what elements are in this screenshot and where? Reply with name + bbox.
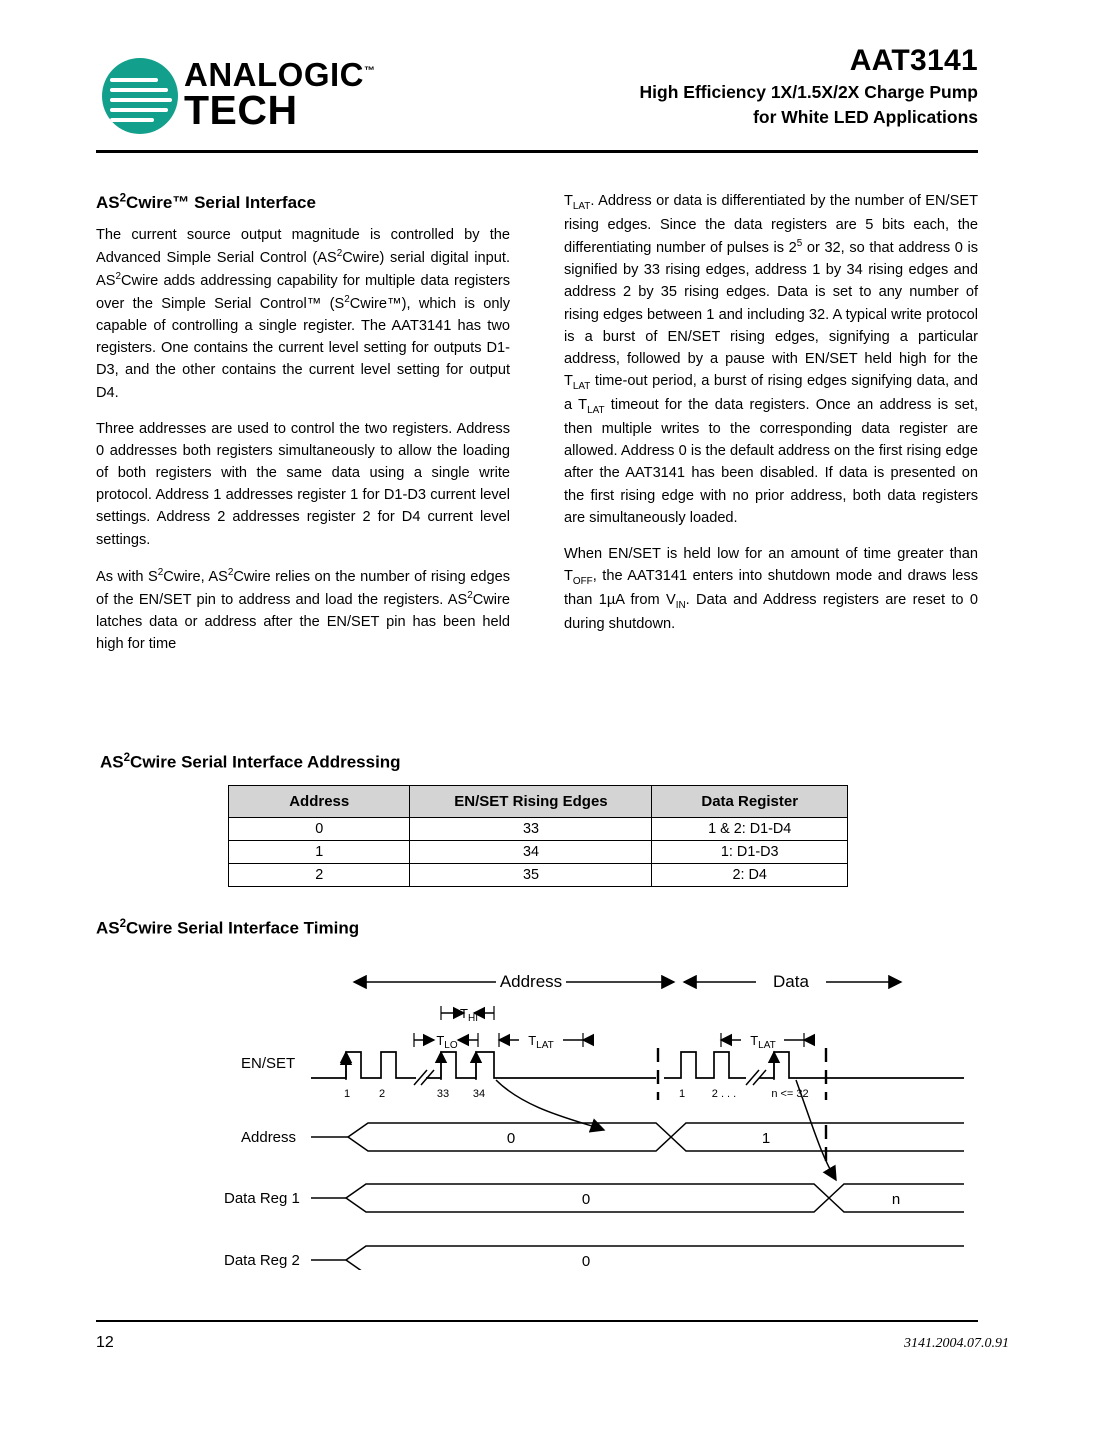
section-heading-as2cwire: $AS^2Cwire™$ Serial Interface — [96, 192, 316, 212]
addressing-table-wrapper — [228, 785, 848, 887]
signal-label-address: Address — [241, 1129, 297, 1146]
column-header-rising-edges: EN/SET Rising Edges — [410, 786, 652, 818]
header-subtitle-line2: for White LED Applications — [753, 107, 978, 128]
logo-mark-icon — [102, 58, 178, 134]
pulse-label-n: n <= 32 — [771, 1088, 809, 1100]
logo-tech-text: TECH — [184, 87, 298, 134]
right-text-column — [564, 190, 978, 649]
page-number: 12 — [96, 1334, 114, 1351]
cell-address: 2 — [229, 864, 410, 887]
signal-label-datareg2: Data Reg 2 — [224, 1252, 300, 1269]
datareg1-value: 0 — [581, 1191, 591, 1208]
address-value-left: 0 — [506, 1130, 516, 1147]
addressing-section-heading: $AS^2Cwire$ Serial Interface Addressing — [100, 752, 401, 772]
header-subtitle-line1: High Efficiency 1X/1.5X/2X Charge Pump — [639, 81, 978, 102]
part-number: AAT3141 — [849, 44, 978, 77]
column-header-data-register: Data Register — [652, 786, 848, 818]
addressing-table — [228, 785, 848, 887]
pulse-label-33: 33 — [436, 1088, 450, 1100]
span-label-address: Address — [499, 972, 563, 991]
paragraph-2: Three addresses are used to control the two registers. Address 0 addresses both registers simultaneously to allow the loading of both registers with the same data using a single write protocol. Address 1 addresses register 1 for D1-D3 current level settings. Address 2 addresses register 2 for D4 current level settings. — [96, 420, 510, 548]
logo-wordmark — [184, 56, 376, 134]
page-header — [96, 44, 978, 144]
label-t-lat-left: $T_{LAT}$ — [528, 1033, 554, 1051]
timing-section-heading: $AS^2Cwire$ Serial Interface Timing — [96, 918, 360, 938]
timing-diagram — [96, 940, 978, 1270]
pulse-label-r2: 2 . . . — [711, 1088, 737, 1100]
label-t-lat-right: $T_{LAT}$ — [750, 1033, 776, 1051]
cell-edges: 33 — [410, 818, 652, 841]
header-divider — [96, 150, 978, 153]
paragraph-3: As with $S^2Cwire$, $AS^2Cwire$ relies on the number of rising edges of the EN/SET pin to address and load the registers. $AS^2Cwire$ latches data or address after the EN/SET pin has been held high for time — [96, 566, 510, 653]
table-row — [229, 841, 848, 864]
cell-register: 2: D4 — [652, 864, 848, 887]
paragraph-5: When EN/SET is held low for an amount of time greater than $T_{OFF}$, the AAT3141 enters into shutdown mode and draws less than 1µA from $V_{IN}$. Data and Address registers are reset to 0 during shutdown. — [564, 545, 978, 633]
cell-edges: 35 — [410, 864, 652, 887]
document-id: 3141.2004.07.0.91 — [904, 1336, 1009, 1351]
label-t-lo: $T_{LO}$ — [436, 1033, 458, 1051]
datareg2-value: 0 — [581, 1253, 591, 1270]
table-row — [229, 864, 848, 887]
span-label-data: Data — [773, 972, 809, 991]
column-header-address: Address — [229, 786, 410, 818]
cell-register: 1: D1-D3 — [652, 841, 848, 864]
analogic-tech-logo — [96, 52, 416, 142]
header-title-block — [640, 44, 978, 130]
logo-analogic-text: ANALOGIC — [184, 56, 364, 93]
cell-register: 1 & 2: D1-D4 — [652, 818, 848, 841]
signal-label-datareg1: Data Reg 1 — [224, 1190, 300, 1207]
cell-edges: 34 — [410, 841, 652, 864]
datareg1-value-right: n — [891, 1191, 901, 1208]
left-text-column — [96, 190, 510, 669]
cell-address: 0 — [229, 818, 410, 841]
pulse-label-1: 1 — [343, 1088, 351, 1100]
trademark-symbol: ™ — [364, 65, 376, 77]
table-header-row — [229, 786, 848, 818]
label-t-hi: $T_{HI}$ — [460, 1006, 478, 1024]
pulse-label-34: 34 — [472, 1088, 486, 1100]
pulse-label-r1: 1 — [678, 1088, 686, 1100]
pulse-label-2: 2 — [378, 1088, 386, 1100]
paragraph-1: The current source output magnitude is controlled by the Advanced Simple Serial Control $(AS^2Cwire)$ serial digital input. $AS^2Cwire$ adds addressing capability for multiple data registers over the Simple Serial Control™ $(S^2Cwire™)$, which is only capable of controlling a single register. The AAT3141 has two registers. One contains the current level setting for outputs D1-D3, and the other contains the current level setting for output D4. — [96, 226, 511, 401]
paragraph-4: $T_{LAT}$. Address or data is differentiated by the number of EN/SET rising edges. Since the data registers are 5 bits each, the differentiating number of pulses is $2^5$ or 32, so that address 0 is signified by 33 rising edges, address 1 by 34 rising edges and address 2 by 35 rising edges. Data is set to any number of rising edges between 1 and including 32. A typical write protocol is a burst of EN/SET rising edges, signifying a particular address, followed by a pause with EN/SET held high for the $T_{LAT}$ time-out period, a burst of rising edges signifying data, and a $T_{LAT}$ timeout for the data registers. Once an address is set, then multiple writes to the corresponding data register are allowed. Address 0 is the default address on the first rising edge after the AAT3141 has been disabled. If data is presented on the first rising edge with no prior address, both data registers are simultaneously loaded. — [564, 193, 979, 526]
signal-label-ensset: EN/SET — [241, 1055, 296, 1072]
cell-address: 1 — [229, 841, 410, 864]
address-value-right: 1 — [761, 1130, 771, 1147]
footer-divider — [96, 1320, 978, 1322]
table-row — [229, 818, 848, 841]
